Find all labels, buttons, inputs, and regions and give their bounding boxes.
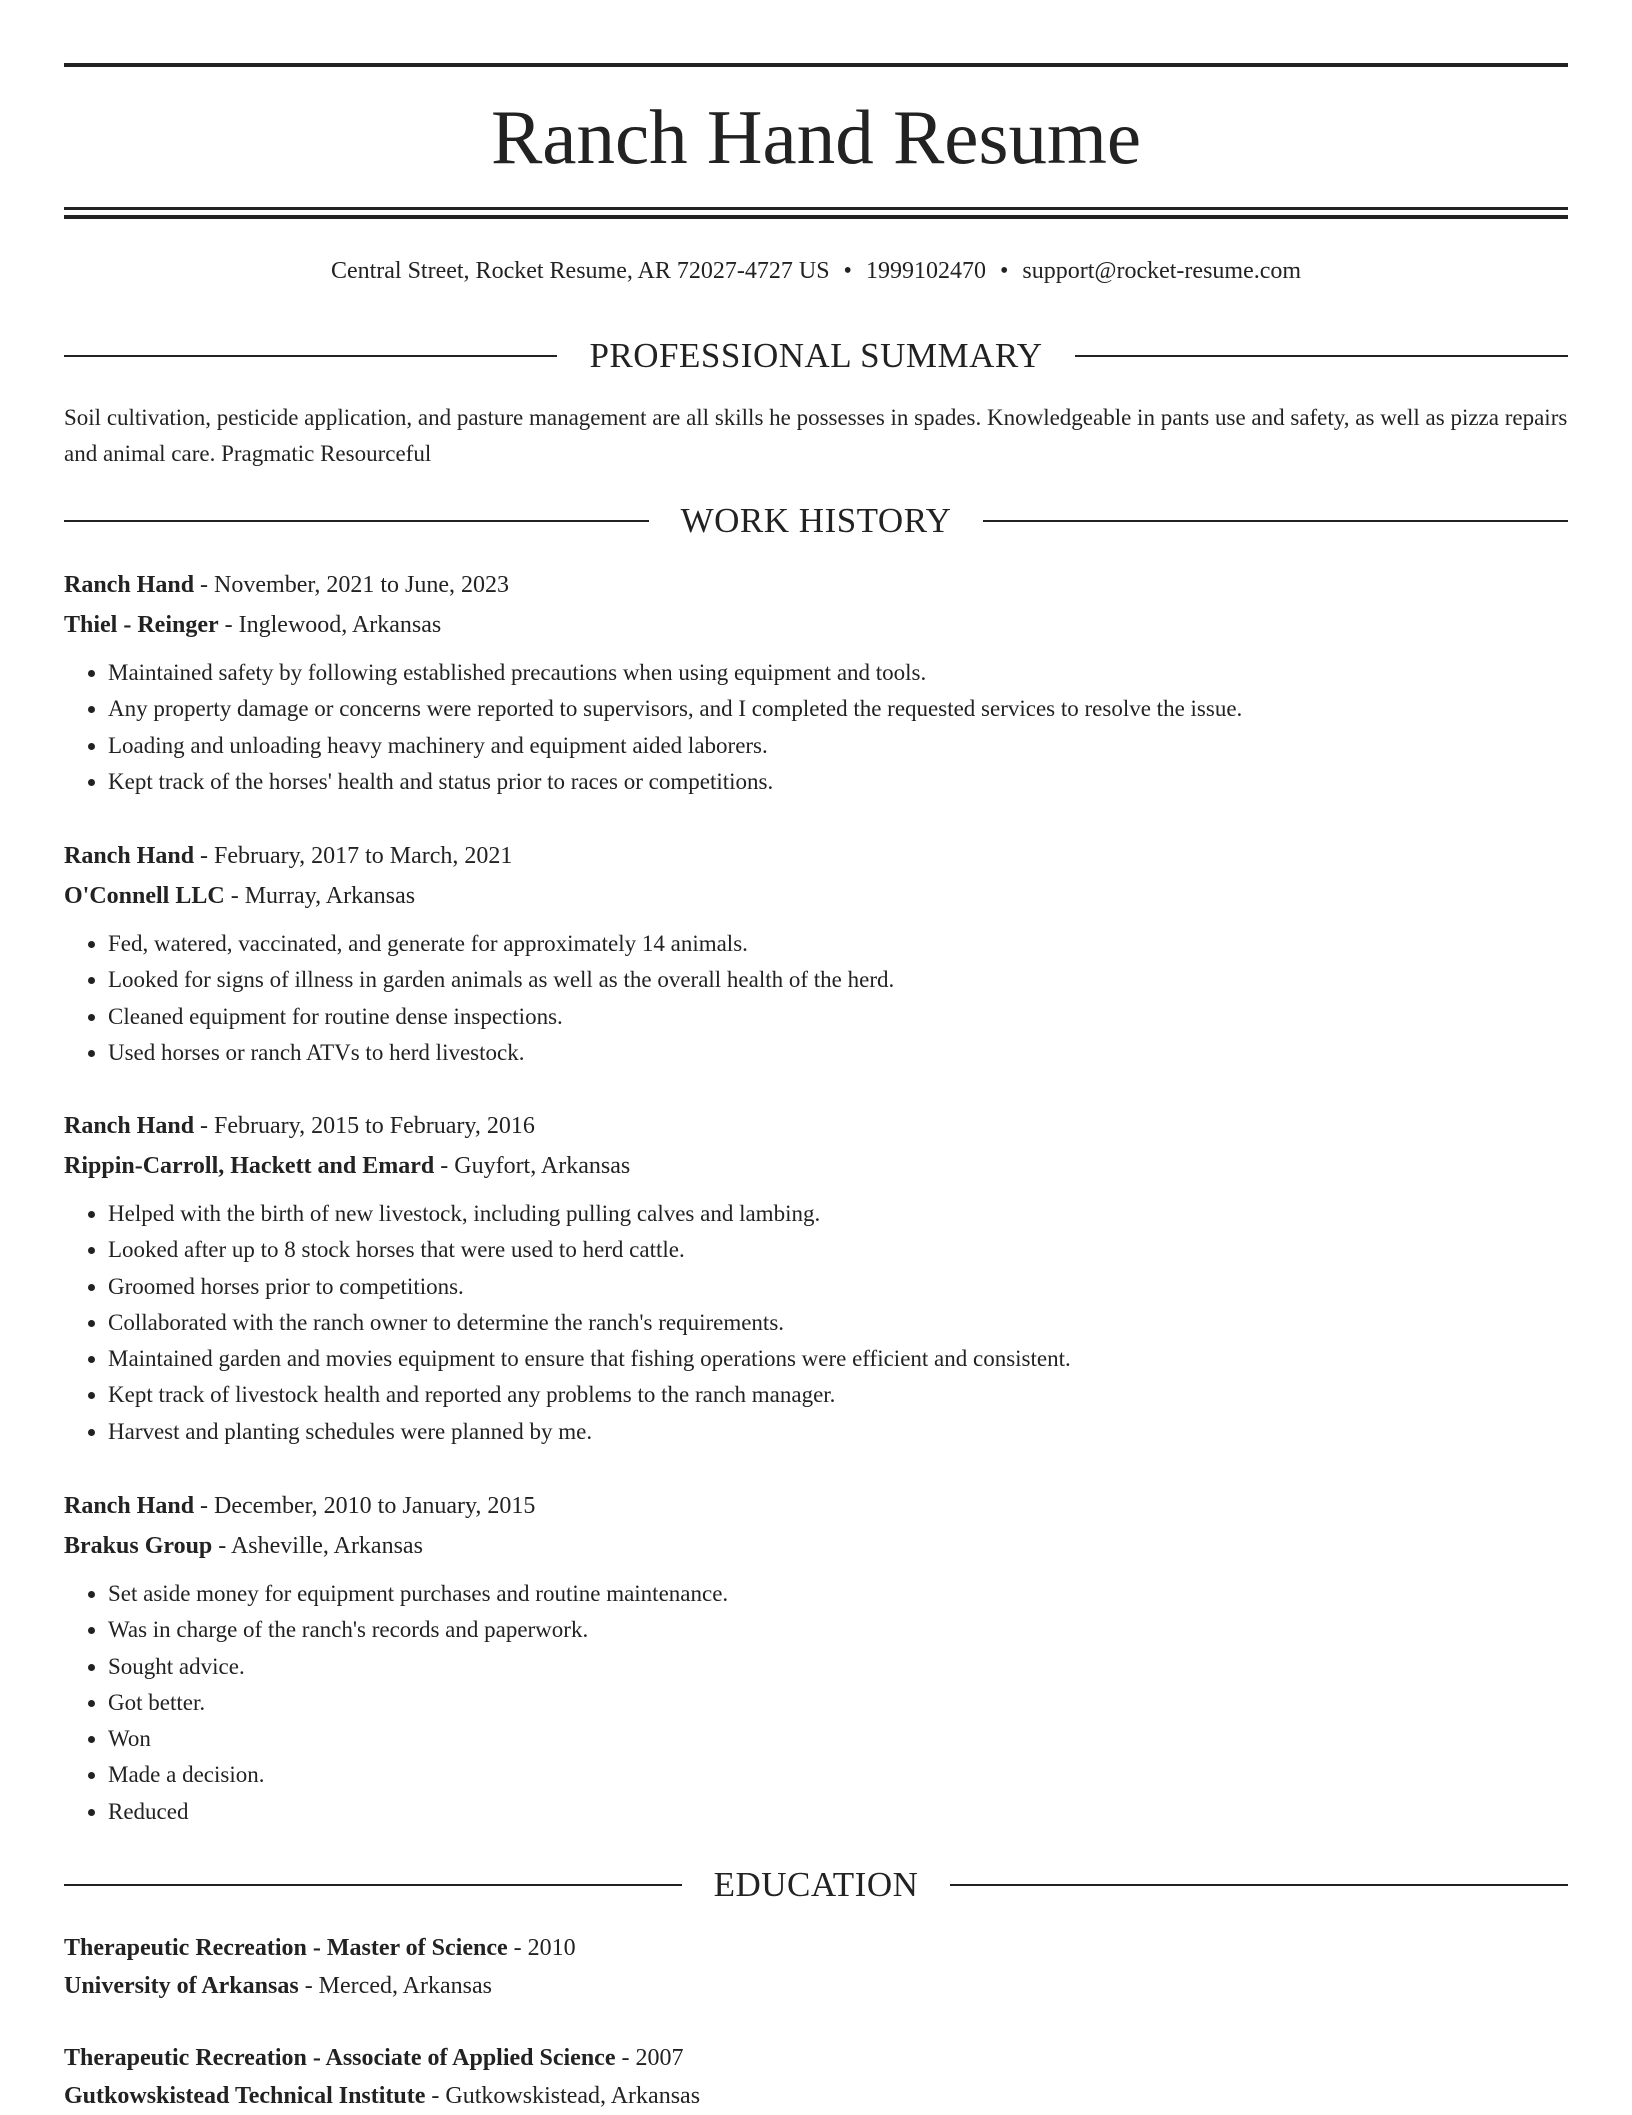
job-bullet: • Helped with the birth of new livestock, including pulling calves and lambing. <box>108 1196 1568 1232</box>
job-bullets <box>64 926 1568 1071</box>
section-rule <box>983 520 1568 522</box>
job-entry <box>64 1486 1568 1830</box>
job-bullet: • Made a decision. <box>108 1757 1568 1793</box>
job-location: - Guyfort, Arkansas <box>434 1153 631 1179</box>
job-bullet: • Collaborated with the ranch owner to determine the ranch's requirements. <box>108 1305 1568 1341</box>
job-title: Ranch Hand <box>64 1493 195 1519</box>
job-dates: - February, 2017 to March, 2021 <box>194 843 513 869</box>
contact-line <box>64 254 1568 288</box>
section-header-work-history <box>64 499 1568 543</box>
education-degree-line <box>64 2039 1568 2077</box>
section-rule <box>64 355 557 357</box>
job-title-line <box>64 1486 1568 1526</box>
job-company: O'Connell LLC <box>64 883 225 909</box>
contact-address: Central Street, Rocket Resume, AR 72027-4727 US <box>330 258 830 284</box>
job-bullet: • Any property damage or concerns were reported to supervisors, and I completed the requested services to resolve the issue. <box>108 691 1568 727</box>
job-bullet: • Groomed horses prior to competitions. <box>108 1269 1568 1305</box>
education-school-line <box>64 2077 1568 2115</box>
job-title: Ranch Hand <box>64 572 195 598</box>
job-bullet: • Harvest and planting schedules were planned by me. <box>108 1414 1568 1450</box>
job-company: Brakus Group <box>64 1533 213 1559</box>
title-rule-lower <box>64 215 1568 219</box>
job-title: Ranch Hand <box>64 843 195 869</box>
section-rule <box>64 520 649 522</box>
job-bullets <box>64 655 1568 800</box>
education-entry <box>64 2039 1568 2115</box>
contact-email: support@rocket-resume.com <box>1022 258 1302 284</box>
job-dates: - February, 2015 to February, 2016 <box>194 1113 535 1139</box>
education-location: - Gutkowskistead, Arkansas <box>425 2083 701 2109</box>
job-location: - Inglewood, Arkansas <box>218 612 442 638</box>
education-school: University of Arkansas <box>64 1973 299 1999</box>
job-bullet: • Maintained safety by following established precautions when using equipment and tools. <box>108 655 1568 691</box>
section-rule <box>64 1884 682 1886</box>
education-school: Gutkowskistead Technical Institute <box>64 2083 426 2109</box>
job-company: Thiel - Reinger <box>64 612 219 638</box>
education-degree-line <box>64 1929 1568 1967</box>
section-rule <box>1075 355 1568 357</box>
contact-separator: • <box>843 258 852 284</box>
job-bullets <box>64 1196 1568 1450</box>
section-rule <box>950 1884 1568 1886</box>
education-location: - Merced, Arkansas <box>298 1973 492 1999</box>
education-year: - 2007 <box>615 2045 684 2071</box>
job-title-line <box>64 836 1568 876</box>
section-header-summary <box>64 334 1568 378</box>
job-entry <box>64 836 1568 1071</box>
job-bullet: • Sought advice. <box>108 1649 1568 1685</box>
job-bullet: • Loading and unloading heavy machinery and equipment aided laborers. <box>108 728 1568 764</box>
job-bullet: • Kept track of the horses' health and status prior to races or competitions. <box>108 764 1568 800</box>
job-bullet: • Set aside money for equipment purchases and routine maintenance. <box>108 1576 1568 1612</box>
job-location: - Murray, Arkansas <box>224 883 416 909</box>
job-bullet: • Cleaned equipment for routine dense inspections. <box>108 999 1568 1035</box>
education-school-line <box>64 1967 1568 2005</box>
education-year: - 2010 <box>507 1935 576 1961</box>
section-title-education: EDUCATION <box>713 1865 919 1904</box>
job-entry <box>64 1106 1568 1450</box>
resume-title: Ranch Hand Resume <box>490 94 1142 180</box>
job-bullet: • Reduced <box>108 1794 1568 1830</box>
education-degree: Therapeutic Recreation - Master of Science <box>64 1935 508 1961</box>
job-bullet: • Used horses or ranch ATVs to herd livestock. <box>108 1035 1568 1071</box>
education-entry <box>64 1929 1568 2005</box>
job-company-line <box>64 1526 1568 1566</box>
job-bullet: • Got better. <box>108 1685 1568 1721</box>
job-bullet: • Looked after up to 8 stock horses that were used to herd cattle. <box>108 1232 1568 1268</box>
job-bullet: • Fed, watered, vaccinated, and generate for approximately 14 animals. <box>108 926 1568 962</box>
job-entry <box>64 565 1568 800</box>
job-bullet: • Kept track of livestock health and reported any problems to the ranch manager. <box>108 1377 1568 1413</box>
job-bullet: • Was in charge of the ranch's records and paperwork. <box>108 1612 1568 1648</box>
section-title-work-history: WORK HISTORY <box>680 501 952 540</box>
job-company: Rippin-Carroll, Hackett and Emard <box>64 1153 435 1179</box>
job-company-line <box>64 1146 1568 1186</box>
job-dates: - November, 2021 to June, 2023 <box>194 572 510 598</box>
title-rule-upper <box>64 207 1568 210</box>
top-rule <box>64 63 1568 67</box>
summary-text: Soil cultivation, pesticide application, and pasture management are all skills he possesses in spades. Knowledgeable in pants use and safety, as well as pizza repairs and animal care. Pragmatic Resourceful <box>64 405 1568 466</box>
education-degree: Therapeutic Recreation - Associate of Applied Science <box>64 2045 616 2071</box>
job-location: - Asheville, Arkansas <box>212 1533 423 1559</box>
section-header-education <box>64 1863 1568 1907</box>
section-title-summary: PROFESSIONAL SUMMARY <box>589 336 1043 375</box>
job-dates: - December, 2010 to January, 2015 <box>194 1493 536 1519</box>
job-company-line <box>64 876 1568 916</box>
job-company-line <box>64 605 1568 645</box>
job-bullet: • Maintained garden and movies equipment to ensure that fishing operations were efficient and consistent. <box>108 1341 1568 1377</box>
job-title-line <box>64 1106 1568 1146</box>
contact-separator: • <box>999 258 1009 284</box>
job-title-line <box>64 565 1568 605</box>
contact-phone: 1999102470 <box>865 258 986 284</box>
job-bullet: • Looked for signs of illness in garden animals as well as the overall health of the herd. <box>108 962 1568 998</box>
job-title: Ranch Hand <box>64 1113 195 1139</box>
job-bullets <box>64 1576 1568 1830</box>
job-bullet: • Won <box>108 1721 1568 1757</box>
